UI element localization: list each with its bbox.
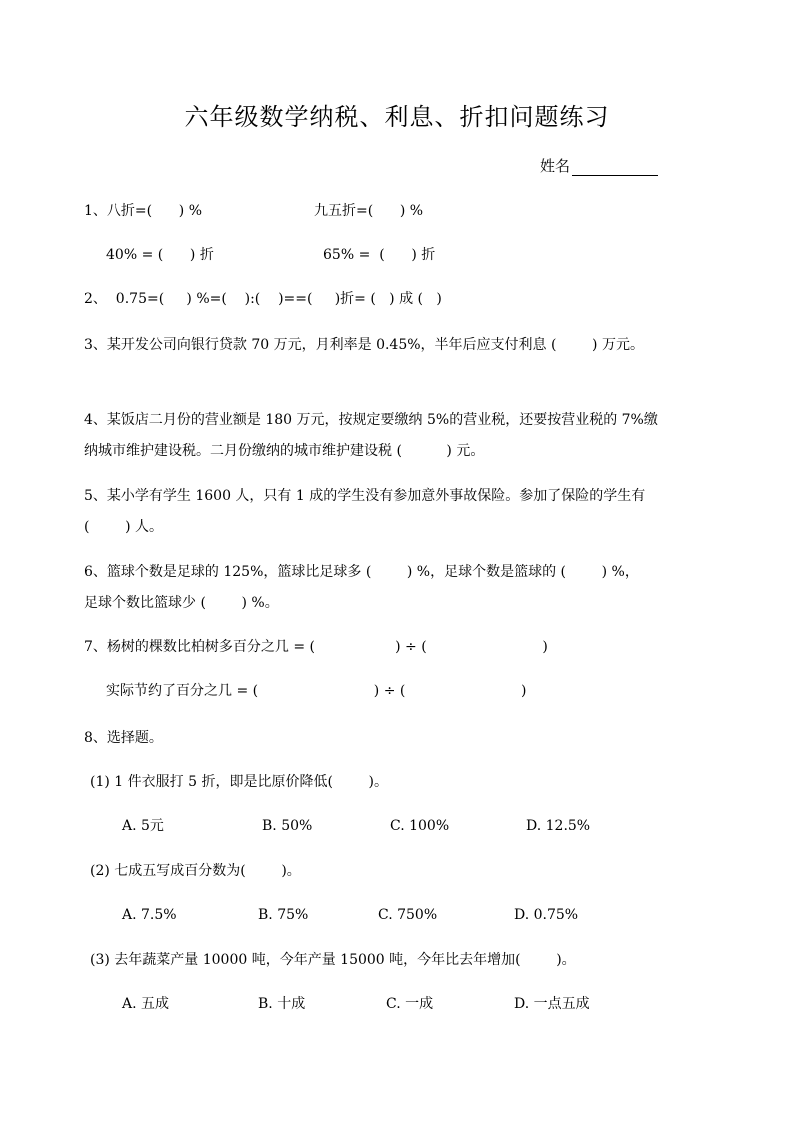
q8-3-option-c: C. 一成 bbox=[386, 996, 434, 1012]
q1-sixty-five-percent: 65% = ( ) 折 bbox=[323, 247, 436, 263]
q6-line-2: 足球个数比篮球少 ( ) %。 bbox=[84, 595, 279, 611]
q8-3-stem: (3) 去年蔬菜产量 10000 吨，今年产量 15000 吨，今年比去年增加( )。 bbox=[90, 952, 576, 968]
q8-1-stem: (1) 1 件衣服打 5 折，即是比原价降低( )。 bbox=[90, 774, 388, 790]
q8-heading: 8、选择题。 bbox=[84, 730, 163, 746]
q4-line-2: 纳城市维护建设税。二月份缴纳的城市维护建设税 ( ) 元。 bbox=[84, 443, 485, 459]
q8-3-option-b: B. 十成 bbox=[258, 996, 306, 1012]
q8-3-option-d: D. 一点五成 bbox=[514, 996, 590, 1012]
q2-conversion: 2、 0.75=( ) %=( ):( )==( )折= ( ) 成 ( ) bbox=[84, 291, 442, 307]
q7-line-1: 7、杨树的棵数比柏树多百分之几 = ( ) ÷ ( ) bbox=[84, 639, 548, 655]
q8-1-option-c: C. 100% bbox=[390, 818, 450, 834]
page-title: 六年级数学纳税、利息、折扣问题练习 bbox=[184, 103, 610, 131]
q4-line-1: 4、某饭店二月份的营业额是 180 万元，按规定要缴纳 5%的营业税，还要按营业税的 7%缴 bbox=[84, 412, 658, 428]
q8-1-option-b: B. 50% bbox=[262, 818, 313, 834]
q5-line-2: ( ) 人。 bbox=[84, 519, 163, 535]
q8-2-option-b: B. 75% bbox=[258, 907, 309, 923]
q8-1-option-a: A. 5元 bbox=[122, 818, 164, 834]
q1-ninety-five-discount: 九五折=( ) % bbox=[314, 203, 424, 219]
q8-3-option-a: A. 五成 bbox=[122, 996, 170, 1012]
q6-line-1: 6、篮球个数是足球的 125%，篮球比足球多 ( ) %，足球个数是篮球的 ( ) %， bbox=[84, 564, 639, 580]
q1-forty-percent: 40% = ( ) 折 bbox=[106, 247, 214, 263]
q8-2-option-d: D. 0.75% bbox=[514, 907, 579, 923]
q8-2-option-c: C. 750% bbox=[378, 907, 438, 923]
name-blank-line bbox=[572, 159, 658, 176]
q8-2-stem: (2) 七成五写成百分数为( )。 bbox=[90, 863, 301, 879]
q8-2-option-a: A. 7.5% bbox=[122, 907, 177, 923]
name-label: 姓名 bbox=[540, 157, 571, 175]
q8-1-option-d: D. 12.5% bbox=[526, 818, 591, 834]
q5-line-1: 5、某小学有学生 1600 人，只有 1 成的学生没有参加意外事故保险。参加了保险的学生有 bbox=[84, 488, 646, 504]
q7-line-2: 实际节约了百分之几 = ( ) ÷ ( ) bbox=[106, 683, 527, 699]
name-field bbox=[540, 156, 658, 176]
q3-loan-interest: 3、某开发公司向银行贷款 70 万元，月利率是 0.45%，半年后应支付利息 ( ) 万元。 bbox=[84, 337, 644, 353]
q1-eight-discount: 1、八折=( ) % bbox=[84, 203, 203, 219]
